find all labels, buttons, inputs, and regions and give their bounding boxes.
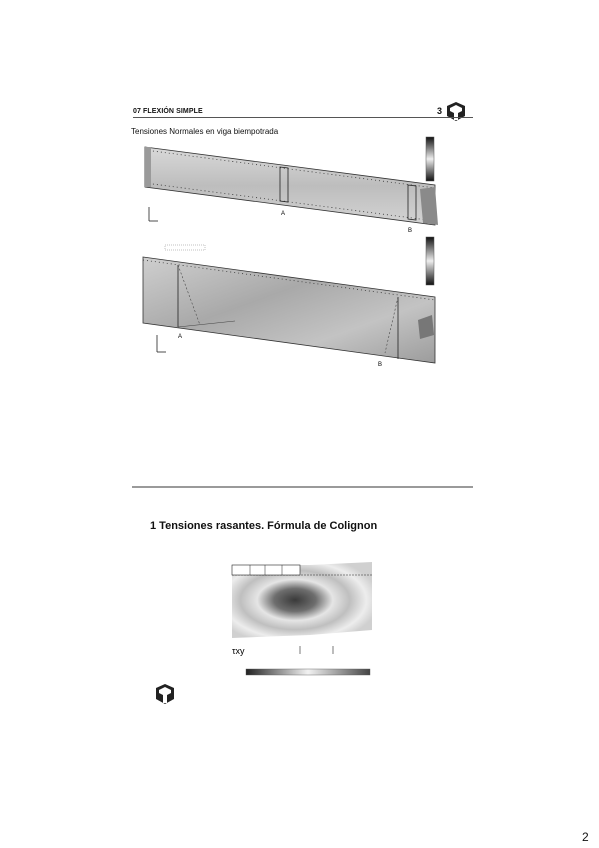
page-number: 2 [582,830,589,844]
slide-separator [132,486,473,488]
beam-normal-stress-figure-top [140,135,445,240]
logo-cube-icon [446,101,466,122]
shear-stress-figure [220,560,380,685]
section-b-label: B [407,228,413,234]
beam-normal-stress-figure-bottom [140,235,445,370]
logo-cube-icon [155,683,175,705]
slide-number: 3 [437,106,443,116]
tau-xy-label: τxy [232,646,245,656]
section-a-label: A [280,211,286,217]
chapter-title: 07 FLEXIÓN SIMPLE [133,108,203,115]
section-a-label: A [177,334,183,340]
header-rule [133,117,473,118]
section-title: 1 Tensiones rasantes. Fórmula de Colignon [150,520,378,532]
slide-subtitle: Tensiones Normales en viga biempotrada [131,127,279,136]
section-b-label: B [377,362,383,368]
